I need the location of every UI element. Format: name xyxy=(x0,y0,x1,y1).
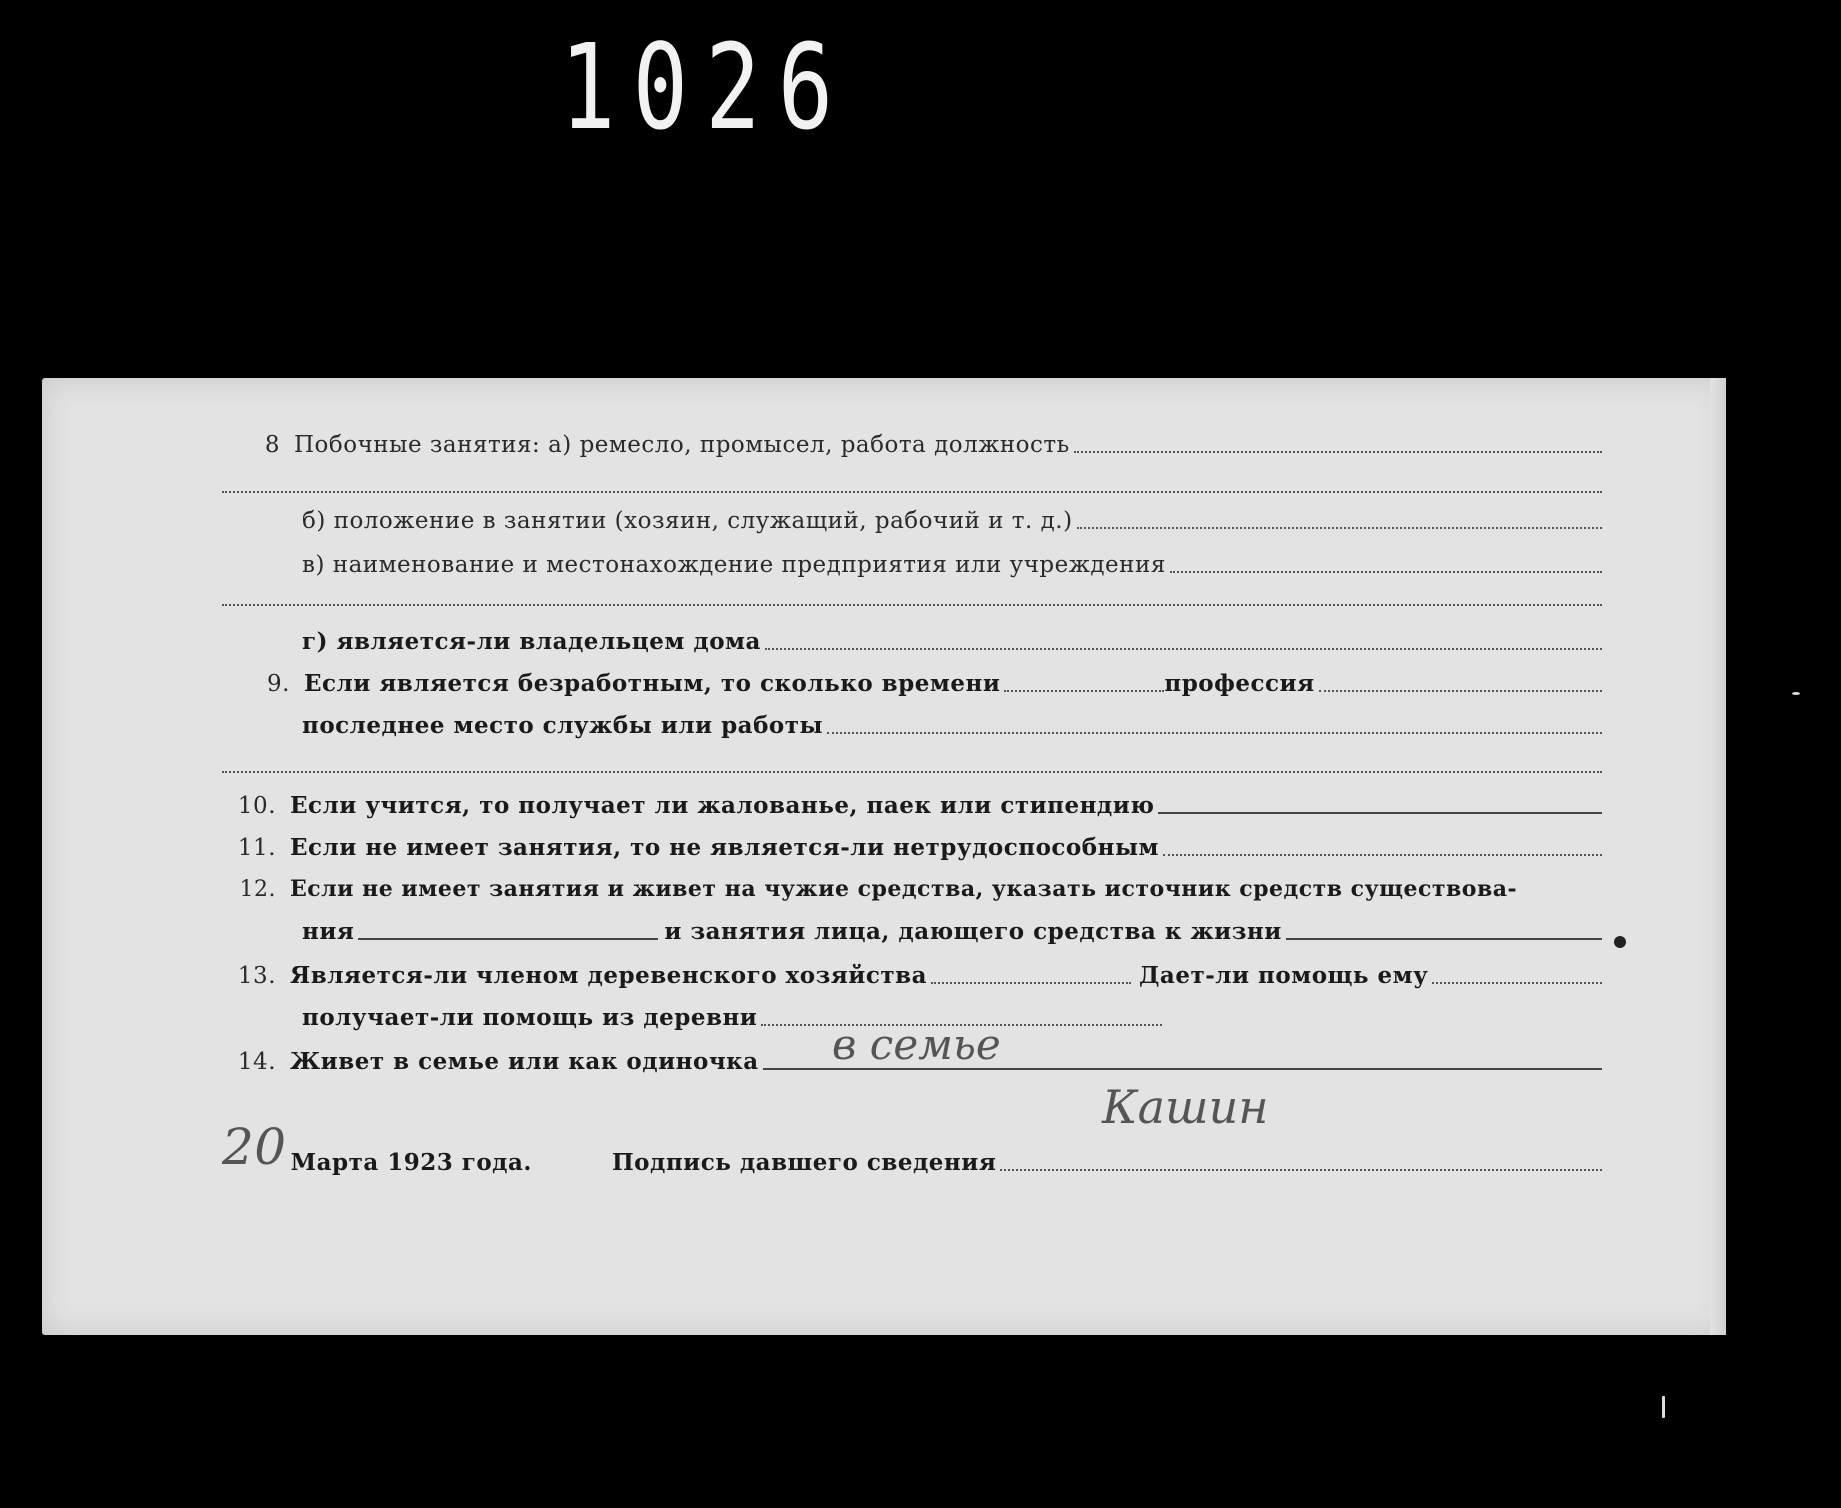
date-text: Марта 1923 года. xyxy=(290,1149,532,1176)
question-label: Если не имеет занятия, то не является-ли нетрудоспособным xyxy=(290,834,1159,861)
handwritten-signature: Кашин xyxy=(1102,1080,1269,1134)
film-speck xyxy=(1614,936,1626,948)
film-speck xyxy=(1662,1396,1665,1418)
answer-line xyxy=(358,937,658,940)
answer-line xyxy=(222,604,1602,606)
question-label: Живет в семье или как одиночка xyxy=(290,1048,759,1075)
answer-line xyxy=(1432,981,1602,984)
question-label: последнее место службы или работы xyxy=(302,712,824,739)
answer-line xyxy=(1170,570,1602,573)
question-label: Если является безработным, то сколько времени xyxy=(304,670,1001,697)
handwritten-day: 20 xyxy=(222,1118,287,1176)
question-label: Является-ли членом деревенского хозяйства xyxy=(290,962,927,989)
answer-line xyxy=(222,491,1602,493)
answer-line xyxy=(1004,689,1164,692)
question-label: получает-ли помощь из деревни xyxy=(302,1004,758,1031)
answer-line xyxy=(1074,450,1602,453)
question-label-profession: профессия xyxy=(1164,670,1315,697)
question-label: Если учится, то получает ли жалованье, паек или стипендию xyxy=(290,792,1155,819)
question-label: ния xyxy=(302,918,355,945)
question-label: и занятия лица, дающего средства к жизни xyxy=(664,918,1282,945)
question-label: Побочные занятия: а) ремесло, промысел, работа должность xyxy=(294,432,1070,458)
answer-line xyxy=(1319,689,1602,692)
question-number: 13. xyxy=(237,963,276,989)
answer-line xyxy=(1158,811,1602,814)
answer-line xyxy=(931,981,1131,984)
answer-line xyxy=(1077,526,1602,529)
question-label-help: Дает-ли помощь ему xyxy=(1138,962,1429,989)
question-number: 10. xyxy=(237,793,276,819)
answer-line xyxy=(1286,937,1602,940)
question-10 xyxy=(228,792,1602,819)
question-12 xyxy=(228,876,1602,902)
question-8v xyxy=(302,552,1602,578)
question-number: 12. xyxy=(239,877,276,902)
question-number: 8 xyxy=(264,432,280,458)
question-number: 14. xyxy=(237,1049,276,1075)
signature-label: Подпись давшего сведения xyxy=(611,1149,997,1176)
question-8a xyxy=(252,432,1602,458)
answer-line xyxy=(222,771,1602,773)
question-8b xyxy=(302,508,1602,534)
question-13 xyxy=(228,962,1602,989)
question-label: Если не имеет занятия и живет на чужие средства, указать источник средств существова- xyxy=(290,876,1518,902)
question-9-cont xyxy=(302,712,1602,739)
question-11 xyxy=(228,834,1602,861)
question-label: в) наименование и местонахождение предприятия или учреждения xyxy=(302,552,1166,578)
question-number: 11. xyxy=(237,835,276,861)
answer-line xyxy=(827,731,1602,734)
question-number: 9. xyxy=(267,671,290,697)
question-12-cont xyxy=(302,918,1602,945)
answer-line xyxy=(1163,853,1602,856)
census-form-card xyxy=(42,378,1726,1335)
handwritten-answer: в семье xyxy=(832,1020,1001,1069)
question-9 xyxy=(242,670,1602,697)
footer-date-signature xyxy=(222,1118,1602,1176)
question-label: б) положение в занятии (хозяин, служащий, рабочий и т. д.) xyxy=(302,508,1073,534)
question-8g xyxy=(302,628,1602,655)
frame-number: 1026 xyxy=(560,18,851,156)
answer-line xyxy=(765,647,1602,650)
question-13-cont xyxy=(302,1004,1162,1031)
question-label: г) является-ли владельцем дома xyxy=(302,628,761,655)
signature-line xyxy=(1000,1168,1602,1171)
film-speck xyxy=(1792,692,1800,695)
